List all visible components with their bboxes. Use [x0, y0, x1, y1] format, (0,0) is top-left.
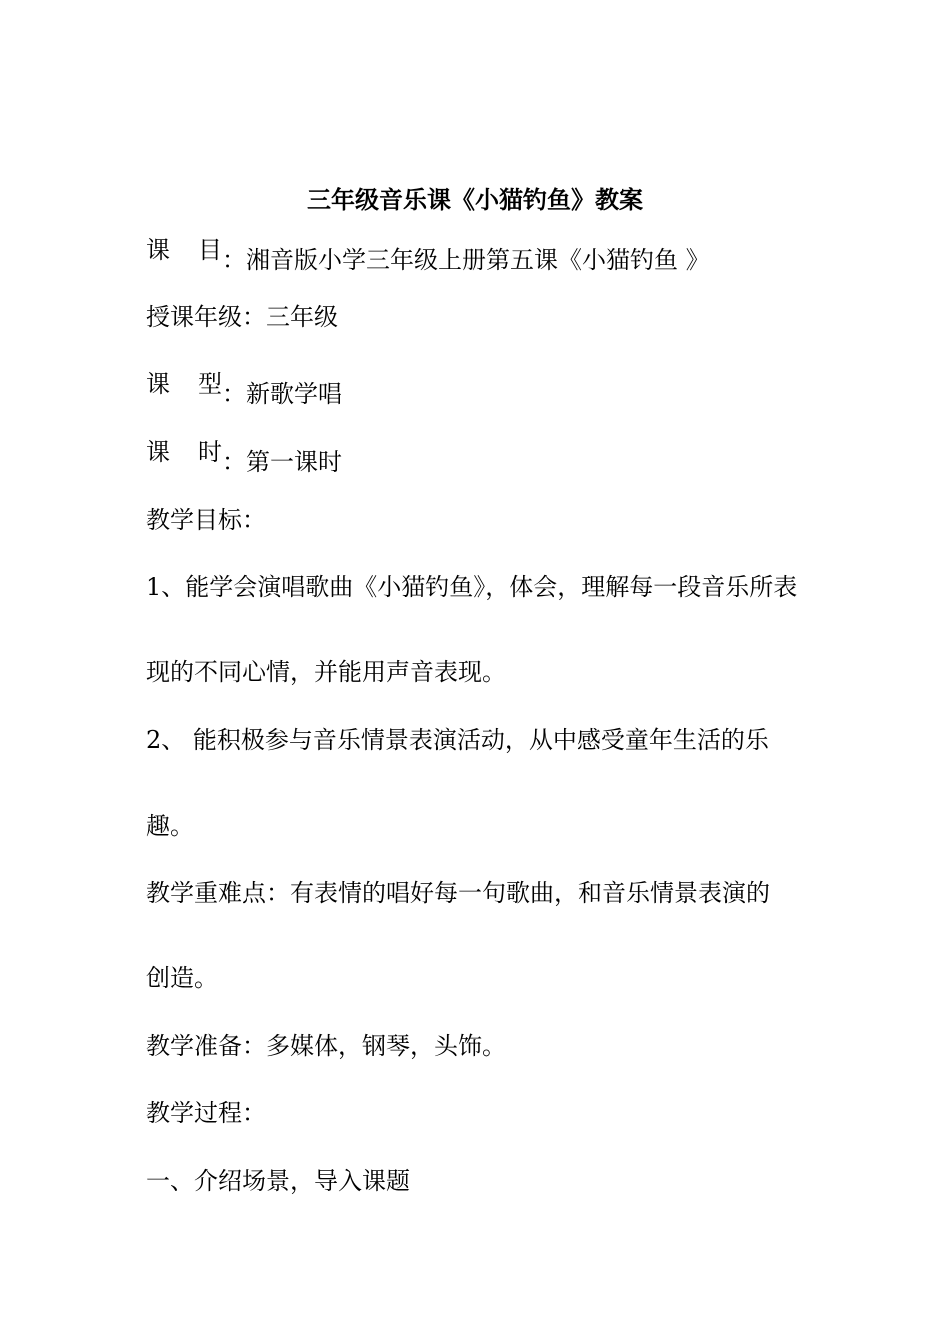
lesson-period-value: 第一课时	[246, 448, 342, 476]
label-char: 课	[146, 370, 170, 398]
goal-1-line-1: 1、能学会演唱歌曲《小猫钓鱼》，体会，理解每一段音乐所表	[146, 573, 798, 601]
grade-line: 授课年级：三年级	[146, 303, 338, 331]
lesson-type-value: 新歌学唱	[246, 380, 342, 408]
section-1-heading: 一、介绍场景，导入课题	[146, 1167, 410, 1195]
label-char: 时	[198, 438, 222, 466]
label-char: 目	[198, 236, 222, 264]
teaching-goals-heading: 教学目标：	[146, 506, 266, 534]
key-points-line-2: 创造。	[146, 964, 218, 992]
lesson-type-line	[146, 366, 342, 412]
label-separator: ：	[222, 380, 246, 408]
teaching-prep-line: 教学准备：多媒体，钢琴，头饰。	[146, 1032, 506, 1060]
lesson-subject-line	[146, 232, 710, 278]
label-separator: ：	[222, 448, 246, 476]
lesson-period-label	[146, 434, 222, 470]
goal-2-line-2: 趣。	[146, 812, 194, 840]
goal-2-line-1: 2、 能积极参与音乐情景表演活动，从中感受童年生活的乐	[146, 726, 769, 754]
lesson-type-label	[146, 366, 222, 402]
teaching-process-heading: 教学过程：	[146, 1099, 266, 1127]
label-separator: ：	[222, 246, 246, 274]
label-char: 课	[146, 438, 170, 466]
lesson-subject-label	[146, 232, 222, 268]
lesson-period-line	[146, 434, 342, 480]
label-char: 课	[146, 236, 170, 264]
label-char: 型	[198, 370, 222, 398]
lesson-subject-value: 湘音版小学三年级上册第五课《小猫钓鱼 》	[246, 246, 710, 274]
key-points-line-1: 教学重难点：有表情的唱好每一句歌曲，和音乐情景表演的	[146, 879, 770, 907]
document-title: 三年级音乐课《小猫钓鱼》教案	[307, 186, 643, 214]
goal-1-line-2: 现的不同心情，并能用声音表现。	[146, 658, 506, 686]
